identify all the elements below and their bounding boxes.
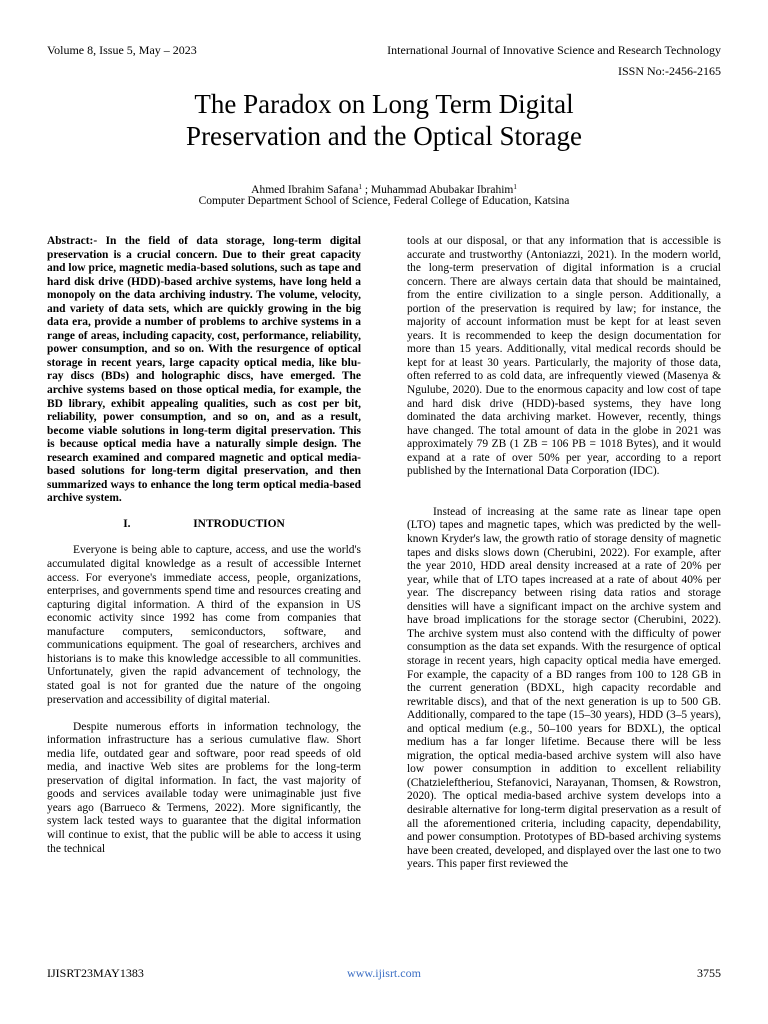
right-column [407, 235, 721, 872]
journal-name: International Journal of Innovative Science and Research Technology [387, 43, 721, 57]
paragraph: Instead of increasing at the same rate as linear tape open (LTO) tapes and magnetic tapes, which was predicted by the well-known Kryder's law, the growth ratio of storage density of magnetic tapes and disks slows down (Cherubini, 2022). For example, after the year 2010, HDD areal density increased at a rate of 20% per year, while that of LTO tapes increased at a rate of about 40% per year. The discrepancy between rising data ratios and storage densities will have a significant impact on the archive system and have broad implications for the storage sector (Cherubini, 2022). The archive system must also contend with the difficulty of power consumption as the data set expands. With the resurgence of optical storage in recent years, high capacity optical media have emerged. For example, the capacity of a BD ranges from 100 to 128 GB in the current generation (BDXL, high capacity recordable and rewritable discs), and that of the next generation is up to 500 GB. Additionally, compared to the tape (15–30 years), HDD (3–5 years), and optical medium (e.g., 50–100 years for BDXL), the optical medium has a far longer lifetime. Because there will be less migration, the optical media-based archive system will also have low power consumption in addition to excellent reliability (Chatzieleftheriou, Stefanovici, Narayanan, Thomsen, & Rowstron, 2020). The optical media-based archive system develops into a desirable alternative for long-term digital preservation as a result of all the aforementioned criteria, including capacity, dependability, and power consumption. Prototypes of BD-based archiving systems have been created, developed, and displayed over the last one to two years. This paper first reviewed the [407, 505, 721, 871]
paragraph: Everyone is being able to capture, access, and use the world's accumulated digital knowledge as a result of accessible Internet access. For everyone's immediate access, people, organizations, enterprises, and governments spend time and resources creating and capturing digital information. A third of the expansion in US economic activity since 1992 has come from companies that manufacture computers, semiconductors, software, and communications equipment. The goal of researchers, archives and historians is to make this knowledge accessible to all communities. Unfortunately, given the rapid advancement of technology, the stated goal is not for granted due the nature of the ongoing preservation and accessibility of digital material. [47, 544, 361, 706]
author-2-affiliation-mark: 1 [513, 183, 517, 191]
paper-title-line-1: The Paradox on Long Term Digital [194, 89, 574, 119]
paper-id: IJISRT23MAY1383 [47, 966, 144, 980]
website-link[interactable]: www.ijisrt.com [347, 966, 421, 980]
page-number: 3755 [697, 966, 721, 980]
paper-title-line-2: Preservation and the Optical Storage [186, 121, 582, 151]
paper-title [0, 88, 768, 152]
author-2: ; Muhammad Abubakar Ibrahim [361, 184, 514, 196]
author-1: Ahmed Ibrahim Safana [251, 184, 359, 196]
affiliation: Computer Department School of Science, Federal College of Education, Katsina [198, 195, 570, 207]
left-column [47, 235, 361, 856]
abstract: Abstract:- In the field of data storage, long-term digital preservation is a crucial concern. Due to their great capacity and low price, magnetic media-based solutions, such as tape and hard disk drive (HDD)-based archive systems, have long held a monopoly on the data archiving industry. The volume, velocity, and variety of data sets, which are quickly growing in the big data era, provide a number of problems to archive systems in a range of areas, including capacity, cost, performance, reliability, power consumption, and so on. With the resurgence of optical storage in recent years, large capacity optical media, like blu-ray discs (BDs) and holographic discs, have emerged. The archive systems based on those optical media, for example, the BD library, exhibit appealing qualities, such as cost per bit, reliability, power consumption, and so on, and as a result, become viable solutions in long-term digital preservation. This is because optical media have a naturally simple design. The research examined and compared magnetic and optical media-based solutions for long-term digital preservation, and then summarized ways to enhance the long term optical media-based archive system. [47, 235, 361, 505]
section-title: INTRODUCTION [193, 517, 285, 530]
author-1-affiliation-mark: 1 [358, 183, 362, 191]
paragraph: Despite numerous efforts in information technology, the information infrastructure has a serious cumulative flaw. Short media life, outdated gear and software, poor read speeds of old media, and inactive Web sites are problems for the long-term preservation of digital information. In fact, the vast majority of goods and services available today were unimaginable just five years ago (Barrueco & Termens, 2022). More significantly, the system lack tested ways to guarantee that the digital information will continue to exist, that the public will be able to access it using the technical [47, 720, 361, 855]
paragraph: tools at our disposal, or that any information that is accessible is accurate and trustworthy (Antoniazzi, 2021). In the modern world, the long-term preservation of digital information is a crucial concern. There are always certain data that should be maintained, from the entire civilization to a single person. Additionally, a portion of the preservation is required by law; for instance, the majority of account information must be kept for at least seven years. It is recommended to keep the design documentation for more than 15 years. Additionally, vital medical records should be kept for at least 30 years. Particularly, the majority of those data, often referred to as cold data, are infrequently viewed (Masenya & Ngulube, 2020). Due to the enormous capacity and low cost of tape and hard disk drive (HDD)-based systems, they have long dominated the data archiving market. However, recently, things have changed. The total amount of data in the globe in 2021 was approximately 79 ZB (1 ZB = 106 PB = 1018 Bytes), and it would expand at a rate of over 50% per year, according to a report published by the International Data Corporation (IDC). [407, 235, 721, 478]
issn: ISSN No:-2456-2165 [617, 64, 721, 78]
volume-issue: Volume 8, Issue 5, May – 2023 [47, 43, 197, 57]
section-number: I. [123, 517, 131, 530]
section-heading-introduction [47, 518, 361, 532]
